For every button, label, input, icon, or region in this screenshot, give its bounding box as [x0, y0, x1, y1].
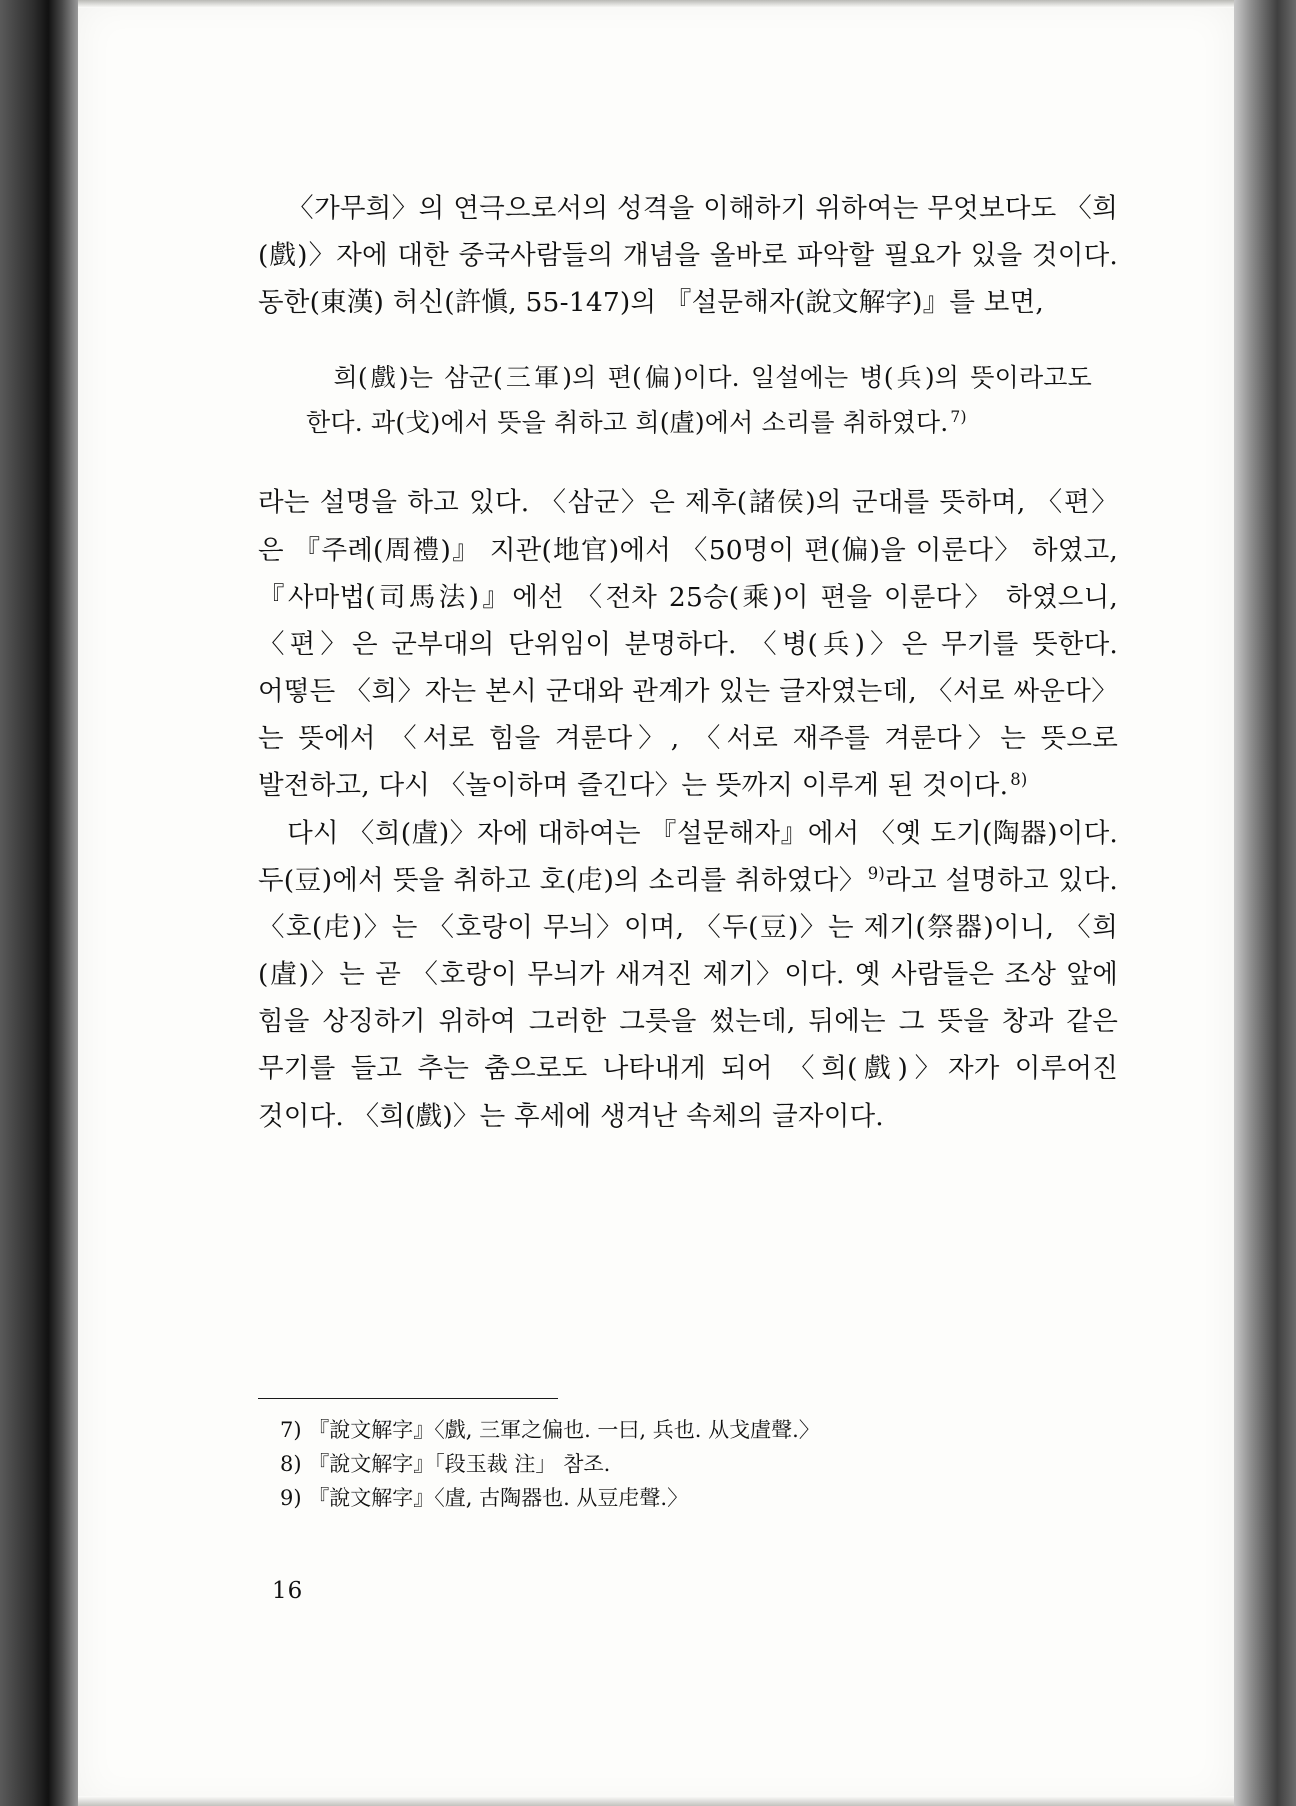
footnote-marker-8: 8): [1010, 769, 1028, 789]
paragraph-explanation-text: 라는 설명을 하고 있다. 〈삼군〉은 제후(諸侯)의 군대를 뜻하며, 〈편〉은 『주례(周禮)』 지관(地官)에서 〈50명이 편(偏)을 이룬다〉 하였고, 『사마법(司馬法)』에선 〈전차 25승(乘)이 편을 이룬다〉 하였으니, 〈편〉은 군부대의 단위임이 분명하다. 〈병(兵)〉은 무기를 뜻한다. 어떻든 〈희〉자는 본시 군대와 관계가 있는 글자였는데, 〈서로 싸운다〉는 뜻에서 〈서로 힘을 겨룬다〉, 〈서로 재주를 겨룬다〉는 뜻으로 발전하고, 다시 〈놀이하며 즐긴다〉는 뜻까지 이루게 된 것이다.: [258, 487, 1118, 802]
footnote-marker-9: 9): [867, 863, 886, 883]
footnote-section: [258, 1398, 1118, 1515]
quote-body: 희(戲)는 삼군(三軍)의 편(偏)이다. 일설에는 병(兵)의 뜻이라고도 한다. 과(戈)에서 뜻을 취하고 희(虘)에서 소리를 취하였다.: [306, 363, 1092, 437]
page-bottom-edge: [78, 1796, 1234, 1806]
paragraph-intro: 〈가무희〉의 연극으로서의 성격을 이해하기 위하여는 무엇보다도 〈희(戲)〉자에 대한 중국사람들의 개념을 올바로 파악할 필요가 있을 것이다. 동한(東漢) 허신(許愼, 55-147)의 『설문해자(說文解字)』를 보면,: [258, 193, 1118, 319]
paragraph-etymology: [258, 810, 1118, 1140]
footnote-marker-7: 7): [950, 407, 967, 426]
block-quote: [258, 356, 1118, 445]
paragraph-etymology-text-a: 다시 〈희(虘)〉자에 대하여는 『설문해자』에서 〈옛 도기(陶器)이다. 두(豆)에서 뜻을 취하고 호(虍)의 소리를 취하였다〉: [258, 817, 1118, 896]
quote-text: [306, 356, 1092, 445]
page-number: 16: [272, 1578, 304, 1604]
paragraph-etymology-text-b: 라고 설명하고 있다. 〈호(虍)〉는 〈호랑이 무늬〉이며, 〈두(豆)〉는 제기(祭器)이니, 〈희(虘)〉는 곧 〈호랑이 무늬가 새겨진 제기〉이다. 옛 사람들은 조상 앞에 힘을 상징하기 위하여 그러한 그릇을 썼는데, 뒤에는 그 뜻을 창과 같은 무기를 들고 추는 춤으로도 나타내게 되어 〈희(戲)〉자가 이루어진 것이다. 〈희(戲)〉는 후세에 생겨난 속체의 글자이다.: [258, 864, 1118, 1132]
footnote-item: 7) 『說文解字』〈戲, 三軍之偏也. 一曰, 兵也. 从戈虘聲.〉: [280, 1418, 820, 1442]
footnote-separator-rule: [258, 1398, 558, 1399]
footnote-item: 9) 『說文解字』〈虘, 古陶器也. 从豆虍聲.〉: [280, 1486, 689, 1511]
body-text-column: [258, 185, 1118, 1140]
paragraph-explanation: [258, 479, 1118, 809]
page-top-edge: [78, 0, 1234, 8]
page-outer-edge-shadow: [1234, 0, 1296, 1806]
footnote-item: 8) 『說文解字』「段玉裁 注」 참조.: [280, 1452, 611, 1477]
book-gutter-shadow: [0, 0, 78, 1806]
